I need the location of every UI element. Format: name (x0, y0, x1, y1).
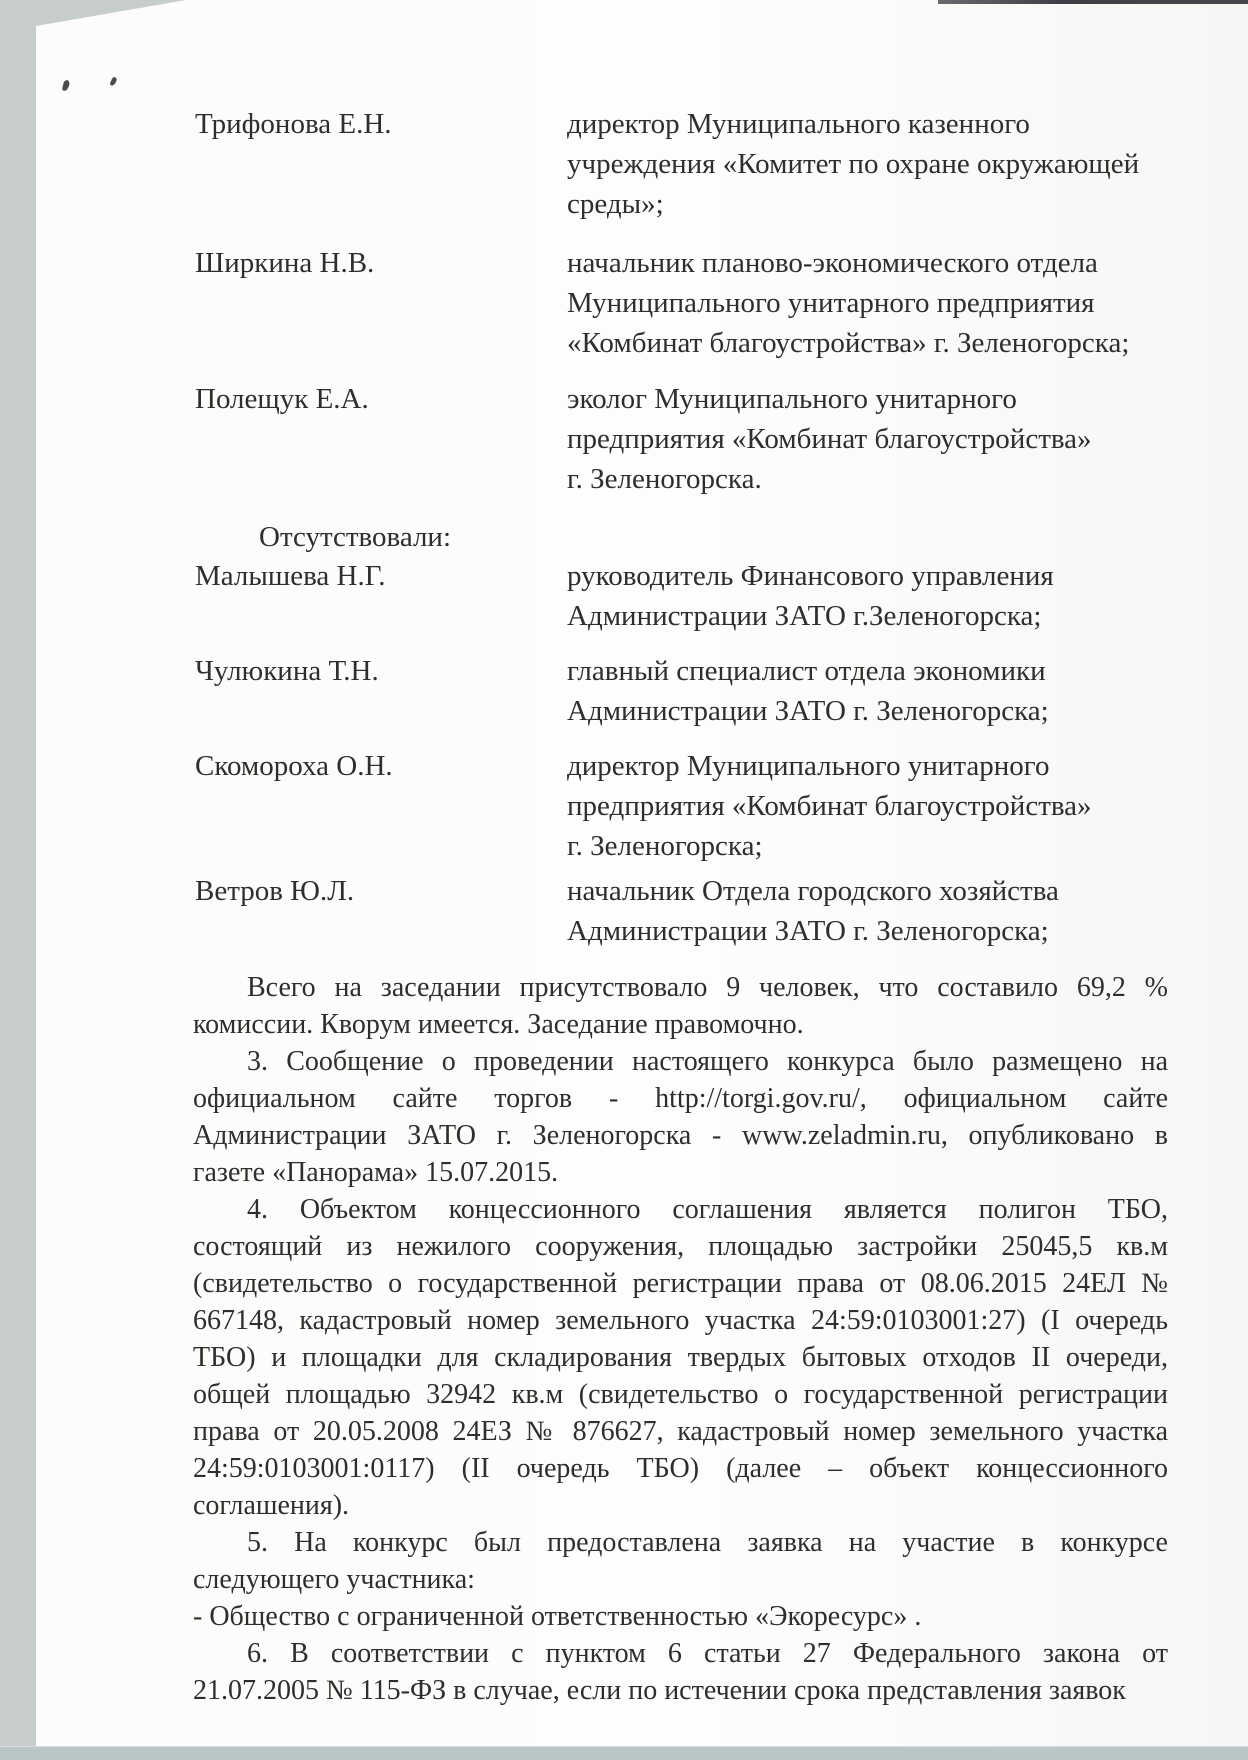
body-line: 3. Сообщение о проведении настоящего конкурса было размещено на (247, 1046, 1168, 1077)
position-line: главный специалист отдела экономики (567, 655, 1046, 687)
body-line: соглашения). (193, 1490, 350, 1521)
position-line: предприятия «Комбинат благоустройства» (567, 423, 1092, 455)
body-line: состоящий из нежилого сооружения, площадью застройки 25045,5 кв.м (193, 1231, 1168, 1262)
position-line: Администрации ЗАТО г. Зеленогорска; (567, 915, 1049, 947)
absentee-name: Ветров Ю.Л. (195, 875, 355, 907)
body-line: Администрации ЗАТО г. Зеленогорска - www.zeladmin.ru, опубликовано в (193, 1120, 1168, 1151)
position-line: Администрации ЗАТО г. Зеленогорска; (567, 695, 1049, 727)
position-line: директор Муниципального унитарного (567, 750, 1050, 782)
position-line: Муниципального унитарного предприятия (567, 287, 1095, 319)
body-line: 24:59:0103001:0117) (II очередь ТБО) (далее – объект концессионного (193, 1453, 1168, 1484)
attendee-position (567, 104, 1167, 224)
body-line: 667148, кадастровый номер земельного участка 24:59:0103001:27) (I очередь (193, 1305, 1168, 1336)
attendee-name: Полещук Е.А. (195, 383, 369, 415)
body-line: - Общество с ограниченной ответственностью «Экоресурс» . (193, 1601, 922, 1632)
body-line: газете «Панорама» 15.07.2015. (193, 1157, 559, 1188)
body-line: 5. На конкурс был предоставлена заявка на участие в конкурсе (247, 1527, 1168, 1558)
body-text (193, 969, 1168, 1709)
body-line: общей площадью 32942 кв.м (свидетельство о государственной регистрации (193, 1379, 1168, 1410)
absentee-name: Чулюкина Т.Н. (195, 655, 379, 687)
body-line: комиссии. Кворум имеется. Заседание правомочно. (193, 1009, 804, 1040)
position-line: Администрации ЗАТО г.Зеленогорска; (567, 600, 1042, 632)
body-line: ТБО) и площадки для складирования твердых бытовых отходов II очереди, (193, 1342, 1168, 1373)
absentee-name: Малышева Н.Г. (195, 560, 386, 592)
body-line: Всего на заседании присутствовало 9 человек, что составило 69,2 % (247, 972, 1168, 1003)
position-line: начальник Отдела городского хозяйства (567, 875, 1059, 907)
attendee-name: Ширкина Н.В. (195, 247, 375, 279)
absentee-position (567, 556, 1167, 636)
position-line: «Комбинат благоустройства» г. Зеленогорска; (567, 327, 1130, 359)
position-line: г. Зеленогорска; (567, 830, 763, 862)
attendee-name: Трифонова Е.Н. (195, 108, 392, 140)
absentee-name: Скомороха О.Н. (195, 750, 393, 782)
attendee-position (567, 243, 1167, 363)
position-line: директор Муниципального казенного (567, 108, 1030, 140)
body-line: 21.07.2005 № 115-ФЗ в случае, если по истечении срока представления заявок (193, 1675, 1126, 1706)
position-line: руководитель Финансового управления (567, 560, 1054, 592)
body-line: 4. Объектом концессионного соглашения является полигон ТБО, (247, 1194, 1168, 1225)
body-line: официальном сайте торгов - http://torgi.gov.ru/, официальном сайте (193, 1083, 1168, 1114)
position-line: среды»; (567, 188, 664, 220)
absentee-position (567, 746, 1167, 866)
position-line: эколог Муниципального унитарного (567, 383, 1017, 415)
position-line: г. Зеленогорска. (567, 463, 762, 495)
absent-section-header: Отсутствовали: (259, 521, 452, 553)
body-line: 6. В соответствии с пунктом 6 статьи 27 Федерального закона от (247, 1638, 1168, 1669)
body-line: права от 20.05.2008 24ЕЗ № 876627, кадастровый номер земельного участка (193, 1416, 1168, 1447)
body-line: следующего участника: (193, 1564, 475, 1595)
body-line: (свидетельство о государственной регистрации права от 08.06.2015 24ЕЛ № (193, 1268, 1168, 1299)
position-line: начальник планово-экономического отдела (567, 247, 1098, 279)
absentee-position (567, 871, 1167, 951)
attendee-position (567, 379, 1167, 499)
position-line: предприятия «Комбинат благоустройства» (567, 790, 1092, 822)
position-line: учреждения «Комитет по охране окружающей (567, 148, 1140, 180)
absentee-position (567, 651, 1167, 731)
